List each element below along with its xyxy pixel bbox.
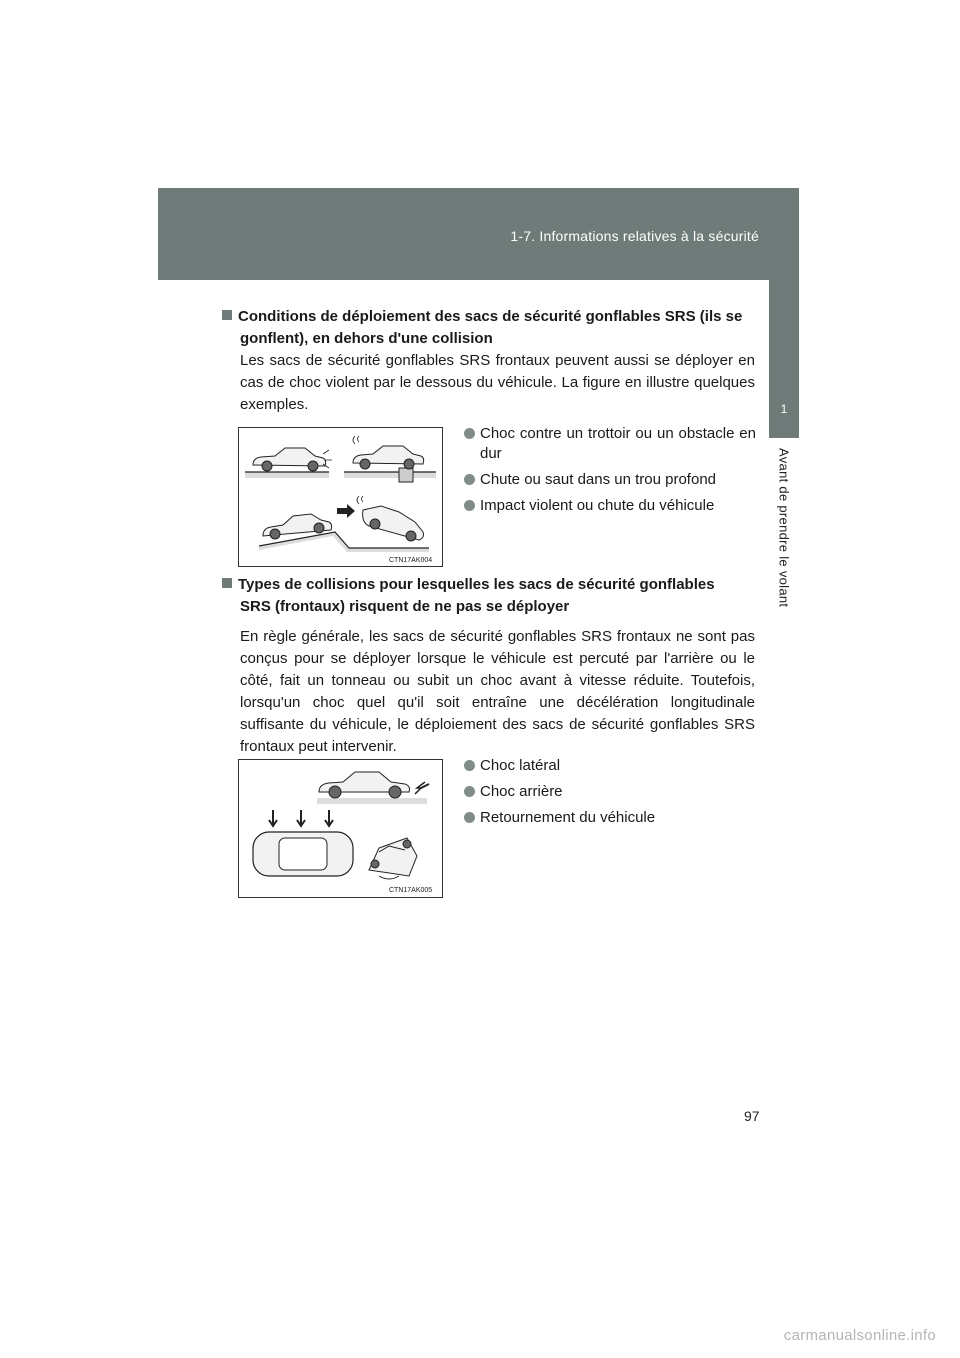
section1-bullet-list	[464, 424, 756, 522]
bullet-icon	[464, 500, 475, 511]
section1-heading-line1: Conditions de déploiement des sacs de sécurité gonflables SRS (ils se	[238, 308, 743, 325]
non-deploy-illustration	[239, 760, 442, 897]
bullet-icon	[464, 428, 475, 439]
car-curb-icon	[245, 448, 332, 478]
bullet-icon	[464, 760, 475, 771]
section1-body: Les sacs de sécurité gonflables SRS frontaux peuvent aussi se déployer en cas de choc violent par le dessous du véhicule. La figure en illustre quelques exemples.	[240, 352, 755, 413]
figure1-code: CTN17AK004	[389, 557, 433, 564]
car-side-impact-icon	[253, 810, 353, 876]
figure-underbody-impact	[238, 427, 443, 567]
bullet-icon	[464, 786, 475, 797]
watermark: carmanualsonline.info	[783, 1327, 936, 1344]
section2-heading	[222, 574, 755, 618]
list-item: Choc arrière	[464, 782, 756, 802]
bullet-icon	[464, 474, 475, 485]
car-rollover-icon	[369, 838, 417, 879]
section1-heading-line2: gonflent), en dehors d'une collision	[240, 330, 493, 347]
list-item: Chute ou saut dans un trou profond	[464, 470, 756, 490]
bullet-icon	[464, 812, 475, 823]
car-rear-impact-icon	[317, 772, 429, 804]
side-tab-label: Avant de prendre le volant	[776, 448, 792, 608]
figure-non-deploy-collisions	[238, 759, 443, 898]
section1-heading	[222, 306, 755, 350]
section2-bullet-list	[464, 756, 756, 834]
header-band	[158, 188, 799, 280]
section2-body: En règle générale, les sacs de sécurité gonflables SRS frontaux ne sont pas conçus pour se déployer lorsque le véhicule est percuté par l'arrière ou le côté, fait un tonneau ou subit un choc avant à vitesse réduite. Toutefois, lorsqu'un choc quel qu'il soit entraîne une décélération longitudinale suffisante du véhicule, le déploiement des sacs de sécurité gonflables SRS frontaux peut intervenir.	[240, 628, 755, 755]
list-item: Retournement du véhicule	[464, 808, 756, 828]
side-tab-label-wrap	[772, 448, 796, 628]
heading-square-icon	[222, 578, 232, 588]
chapter-title: 1-7. Informations relatives à la sécurité	[510, 228, 759, 244]
heading-square-icon	[222, 310, 232, 320]
underbody-impact-illustration	[239, 428, 442, 566]
car-drop-icon	[259, 496, 429, 552]
section2-heading-line1: Types de collisions pour lesquelles les sacs de sécurité gonflables	[238, 576, 715, 593]
side-tab-bar	[769, 280, 799, 368]
side-tab-number: 1	[769, 368, 799, 438]
car-obstacle-icon	[344, 436, 436, 482]
list-item: Choc contre un trottoir ou un obstacle en dur	[464, 424, 756, 464]
list-item: Impact violent ou chute du véhicule	[464, 496, 756, 516]
figure2-code: CTN17AK005	[389, 887, 433, 894]
page-number: 97	[744, 1108, 760, 1124]
list-item: Choc latéral	[464, 756, 756, 776]
section2-heading-line2: SRS (frontaux) risquent de ne pas se déployer	[240, 598, 570, 615]
